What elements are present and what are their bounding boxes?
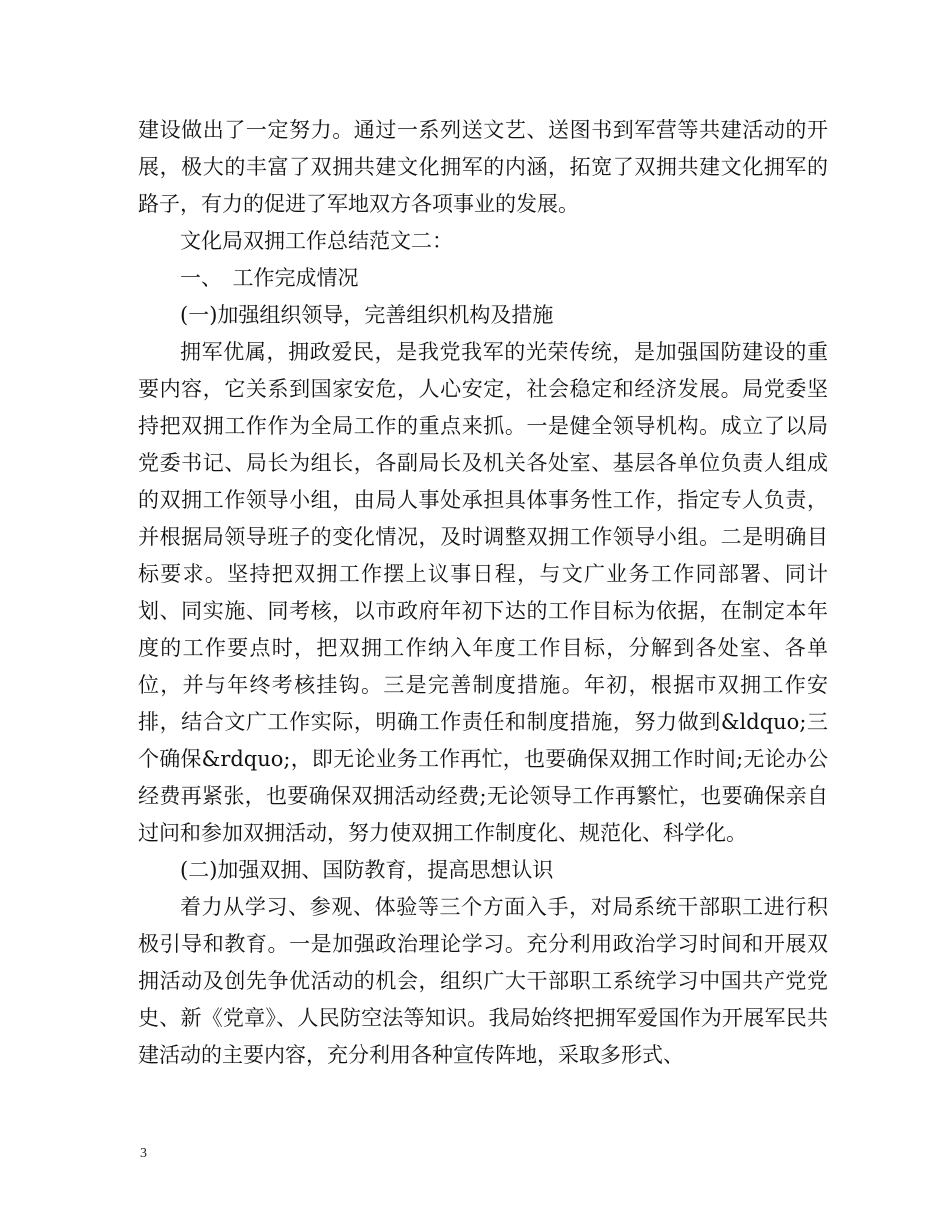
- page-number: 3: [140, 1146, 147, 1161]
- section-heading: 一、 工作完成情况: [180, 266, 359, 290]
- subsection-heading: (一)加强组织领导，完善组织机构及措施: [180, 303, 554, 327]
- paragraph: 着力从学习、参观、体验等三个方面入手，对局系统干部职工进行积极引导和教育。一是加强政治理论学习。充分利用政治学习时间和开展双拥活动及创先争优活动的机会，组织广大干部职工系统学习中国共产党党史、新《党章》、人民防空法等知识。我局始终把拥军爱国作为开展军民共建活动的主要内容，充分利用各种宣传阵地，采取多形式、: [138, 895, 828, 1067]
- paragraph: 建设做出了一定努力。通过一系列送文艺、送图书到军营等共建活动的开展，极大的丰富了双拥共建文化拥军的内涵，拓宽了双拥共建文化拥军的路子，有力的促进了军地双方各项事业的发展。: [138, 118, 828, 216]
- paragraph: 拥军优属，拥政爱民，是我党我军的光荣传统，是加强国防建设的重要内容，它关系到国家安危，人心安定，社会稳定和经济发展。局党委坚持把双拥工作作为全局工作的重点来抓。一是健全领导机构。成立了以局党委书记、局长为组长，各副局长及机关各处室、基层各单位负责人组成的双拥工作领导小组，由局人事处承担具体事务性工作，指定专人负责，并根据局领导班子的变化情况，及时调整双拥工作领导小组。二是明确目标要求。坚持把双拥工作摆上议事日程，与文广业务工作同部署、同计划、同实施、同考核，以市政府年初下达的工作目标为依据，在制定本年度的工作要点时，把双拥工作纳入年度工作目标，分解到各处室、各单位，并与年终考核挂钩。三是完善制度措施。年初，根据市双拥工作安排，结合文广工作实际，明确工作责任和制度措施，努力做到&ldquo;三个确保&rdquo;，即无论业务工作再忙，也要确保双拥工作时间;无论办公经费再紧张，也要确保双拥活动经费;无论领导工作再繁忙，也要确保亲自过问和参加双拥活动，努力使双拥工作制度化、规范化、科学化。: [138, 340, 828, 845]
- subsection-heading: (二)加强双拥、国防教育，提高思想认识: [180, 858, 554, 882]
- document-body: [138, 112, 828, 1074]
- paragraph: 文化局双拥工作总结范文二：: [180, 229, 453, 253]
